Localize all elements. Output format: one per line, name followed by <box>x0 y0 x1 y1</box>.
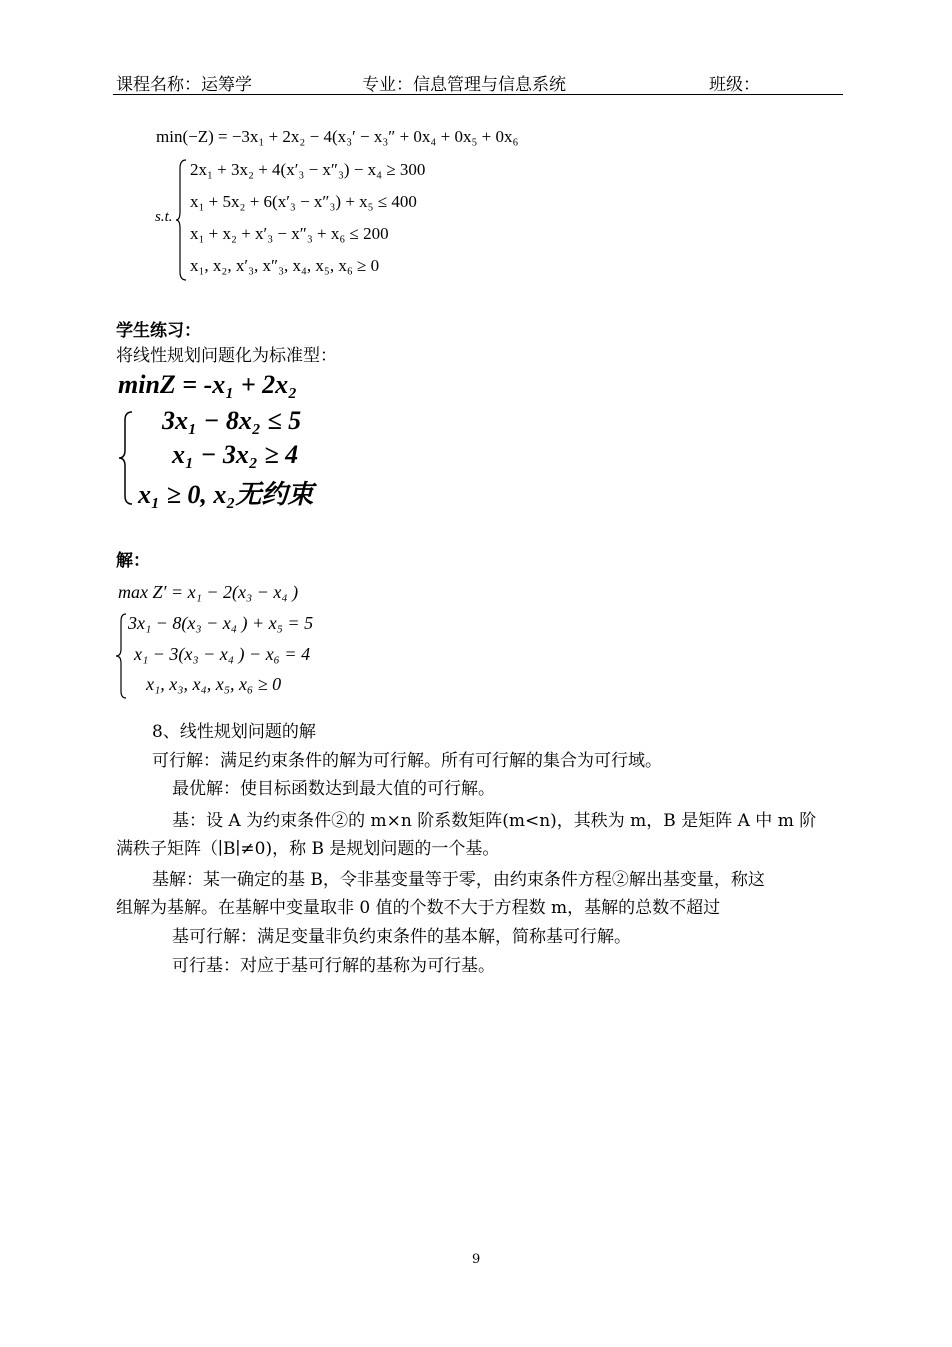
exercise-constraint-1: 3x₁ − 8x₂ ≤ 5 <box>162 406 302 435</box>
header-rule <box>113 94 843 95</box>
solution-constraint-1: 3x₁ − 8(x₃ − x₄ ) + x₅ = 5 <box>128 613 314 633</box>
exercise-constraint-3: x₁ ≥ 0, x₂无约束 <box>138 480 314 509</box>
header-course: 课程名称：运筹学 <box>116 75 252 95</box>
solution-constraint-3: x₁, x₃, x₄, x₅, x₆ ≥ 0 <box>146 674 282 694</box>
formula1-constraint-2: x₁ + 5x₂ + 6(x′₃ − x″₃) + x₅ ≤ 400 <box>190 192 417 211</box>
formula1-st-label: s.t. <box>155 209 173 225</box>
formula1-constraint-4: x₁, x₂, x′₃, x″₃, x₄, x₅, x₆ ≥ 0 <box>190 256 380 275</box>
exercise-objective: minZ = -x₁ + 2x₂ <box>118 370 298 399</box>
section8-bfs: 基可行解：满足变量非负约束条件的基本解，简称基可行解。 <box>172 927 631 947</box>
formula1-brace <box>176 158 188 282</box>
section8-feasible: 可行解：满足约束条件的解为可行解。所有可行解的集合为可行域。 <box>152 751 662 771</box>
solution-title: 解： <box>116 551 150 571</box>
section8-feasible-basis: 可行基：对应于基可行解的基称为可行基。 <box>172 956 495 976</box>
exercise-instruction: 将线性规划问题化为标准型： <box>116 346 337 366</box>
page-number: 9 <box>472 1252 481 1267</box>
formula1-objective: min(−Z) = −3x₁ + 2x₂ − 4(x₃′ − x₃″ + 0x₄ + 0x₅ + 0x₆ <box>156 127 519 146</box>
exercise-brace <box>118 410 134 506</box>
exercise-constraint-2: x₁ − 3x₂ ≥ 4 <box>172 440 299 469</box>
header-class: 班级： <box>709 75 760 95</box>
section8-basis-line1: 基：设 A 为约束条件②的 m×n 阶系数矩阵(m<n)，其秩为 m，B 是矩阵 A 中 m 阶 <box>172 811 817 831</box>
solution-objective: max Z′ = x₁ − 2(x₃ − x₄ ) <box>118 582 299 602</box>
header-major: 专业：信息管理与信息系统 <box>362 75 566 95</box>
formula1-constraint-3: x₁ + x₂ + x′₃ − x″₃ + x₆ ≤ 200 <box>190 224 389 243</box>
exercise-title: 学生练习： <box>116 321 201 341</box>
section8-heading: 8、线性规划问题的解 <box>152 722 316 742</box>
section8-basic-line1: 基解：某一确定的基 B，令非基变量等于零，由约束条件方程②解出基变量，称这 <box>152 870 765 890</box>
section8-basic-line2: 组解为基解。在基解中变量取非 0 值的个数不大于方程数 m，基解的总数不超过 <box>116 898 721 918</box>
solution-brace <box>116 612 128 700</box>
section8-optimal: 最优解：使目标函数达到最大值的可行解。 <box>172 779 495 799</box>
formula1-constraint-1: 2x₁ + 3x₂ + 4(x′₃ − x″₃) − x₄ ≥ 300 <box>190 160 426 179</box>
section8-basis-line2: 满秩子矩阵（∣B∣≠0)，称 B 是规划问题的一个基。 <box>116 839 500 859</box>
solution-constraint-2: x₁ − 3(x₃ − x₄ ) − x₆ = 4 <box>134 644 311 664</box>
